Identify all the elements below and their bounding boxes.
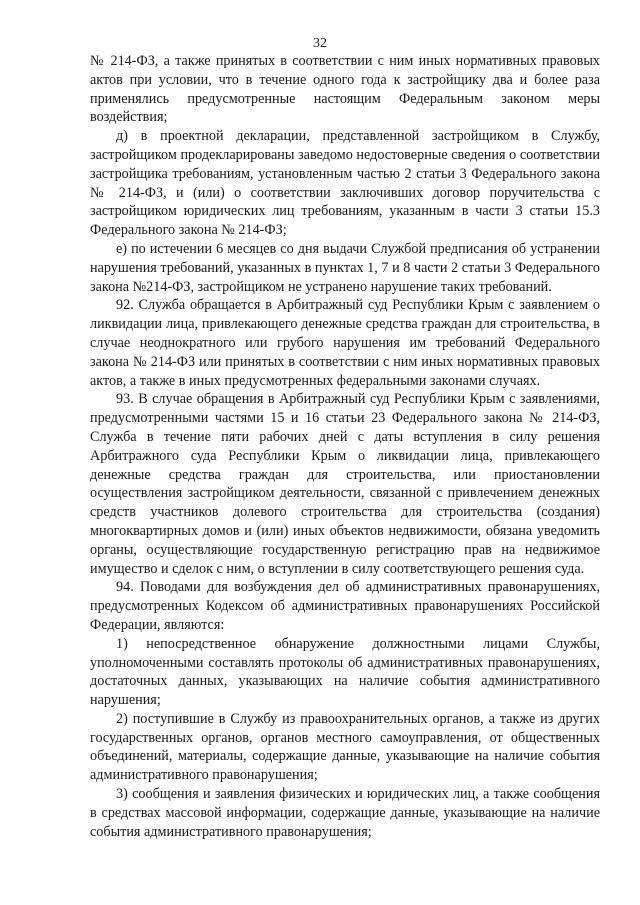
- paragraph: д) в проектной декларации, представленной застройщиком в Службу, застройщиком продекларированы заведомо недостоверные сведения о соответствии застройщика требованиям, установленным частью 2 статьи 3 Федерального закона № 214-ФЗ, и (или) о соответствии заключивших договор поручительства с застройщиком юридических лиц требованиям, указанным в части 3 статьи 15.3 Федерального закона № 214-ФЗ;: [90, 128, 600, 239]
- paragraph: 2) поступившие в Службу из правоохранительных органов, а также из других государственных органов, органов местного самоуправления, от общественных объединений, материалы, содержащие данные, указывающие на наличие события административного правонарушения;: [90, 710, 600, 784]
- paragraph: 93. В случае обращения в Арбитражный суд Республики Крым с заявлениями, предусмотренными частями 15 и 16 статьи 23 Федерального закона № 214-ФЗ, Служба в течение пяти рабочих дней с даты вступления в силу решения Арбитражного суда Республики Крым о ликвидации лица, привлекающего денежные средства граждан для строительства, или приостановлении осуществления застройщиком деятельности, связанной с привлечением денежных средств участников долевого строительства для строительства (создания) многоквартирных домов и (или) иных объектов недвижимости, обязана уведомить органы, осуществляющие государственную регистрацию прав на недвижимое имущество и сделок с ним, о вступлении в силу соответствующего решения суда.: [90, 391, 600, 577]
- paragraph: 94. Поводами для возбуждения дел об административных правонарушениях, предусмотренных Кодексом об административных правонарушениях Российской Федерации, являются:: [90, 579, 600, 633]
- paragraph: 3) сообщения и заявления физических и юридических лиц, а также сообщения в средствах массовой информации, содержащие данные, указывающие на наличие события административного правонарушения;: [90, 786, 600, 840]
- paragraph: е) по истечении 6 месяцев со дня выдачи Службой предписания об устранении нарушения требований, указанных в пунктах 1, 7 и 8 части 2 статьи 3 Федерального закона №214-ФЗ, застройщиком не устранено нарушение таких требований.: [90, 240, 600, 295]
- page-number: 32: [313, 36, 327, 51]
- paragraph: 1) непосредственное обнаружение должностными лицами Службы, уполномоченными составлять протоколы об административных правонарушениях, достаточных данных, указывающих на наличие события административного нарушения;: [90, 635, 600, 709]
- paragraph: № 214-ФЗ, а также принятых в соответствии с ним иных нормативных правовых актов при условии, что в течение одного года к застройщику два и более раза применялись предусмотренные настоящим Федеральным законом меры воздействия;: [90, 53, 600, 126]
- document-body: [90, 52, 600, 841]
- paragraph: 92. Служба обращается в Арбитражный суд Республики Крым с заявлением о ликвидации лица, привлекающего денежные средства граждан для строительства, в случае неоднократного или грубого нарушения им требований Федерального закона № 214-ФЗ или принятых в соответствии с ним иных нормативных правовых актов, а также в иных предусмотренных федеральными законами случаях.: [90, 297, 600, 389]
